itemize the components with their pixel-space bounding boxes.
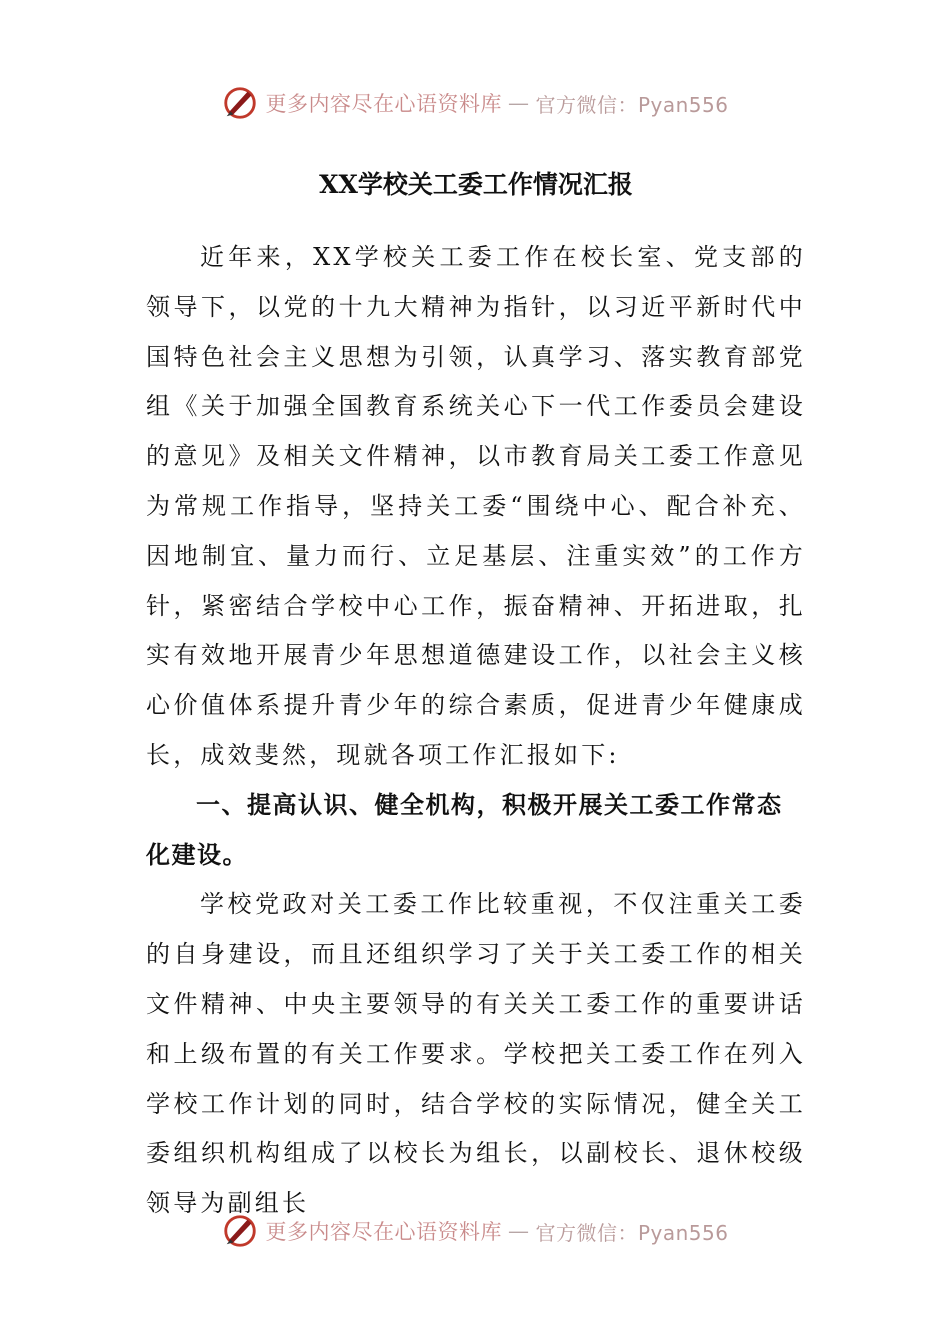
paragraph-section-1: 学校党政对关工委工作比较重视，不仅注重关工委的自身建设，而且还组织学习了关于关工委工作的相关文件精神、中央主要领导的有关关工委工作的重要讲话和上级布置的有关工作要求。学校把关工委工作在列入学校工作计划的同时，结合学校的实际情况，健全关工委组织机构组成了以校长为组长，以副校长、退休校级领导为副组长 bbox=[146, 890, 806, 1218]
pen-circle-logo-icon bbox=[221, 84, 259, 122]
watermark-text: 更多内容尽在心语资料库 bbox=[265, 1220, 502, 1244]
document-title: XX学校关工委工作情况汇报 bbox=[319, 170, 633, 199]
paragraph-intro: 近年来，XX学校关工委工作在校长室、党支部的领导下，以党的十九大精神为指针，以习近平新时代中国特色社会主义思想为引领，认真学习、落实教育部党组《关于加强全国教育系统关心下一代工作委员会建设的意见》及相关文件精神，以市教育局关工委工作意见为常规工作指导，坚持关工委“围绕中心、配合补充、因地制宜、量力而行、立足基层、注重实效”的工作方针，紧密结合学校中心工作，振奋精神、开拓进取，扎实有效地开展青少年思想道德建设工作，以社会主义核心价值体系提升青少年的综合素质，促进青少年健康成长，成效斐然，现就各项工作汇报如下: bbox=[146, 243, 806, 769]
watermark-separator: — bbox=[507, 91, 530, 115]
document-body bbox=[146, 165, 806, 1229]
section-heading-1: 一、提高认识、健全机构，积极开展关工委工作常态化建设。 bbox=[146, 790, 783, 869]
watermark-text: 更多内容尽在心语资料库 bbox=[265, 92, 502, 116]
watermark-banner-top bbox=[0, 78, 950, 128]
watermark-separator: — bbox=[507, 1219, 530, 1243]
pen-circle-logo-icon bbox=[221, 1212, 259, 1250]
watermark-wechat: 官方微信：Pyan556 bbox=[535, 92, 729, 117]
watermark-wechat: 官方微信：Pyan556 bbox=[535, 1220, 729, 1245]
watermark-banner-bottom bbox=[0, 1206, 950, 1256]
